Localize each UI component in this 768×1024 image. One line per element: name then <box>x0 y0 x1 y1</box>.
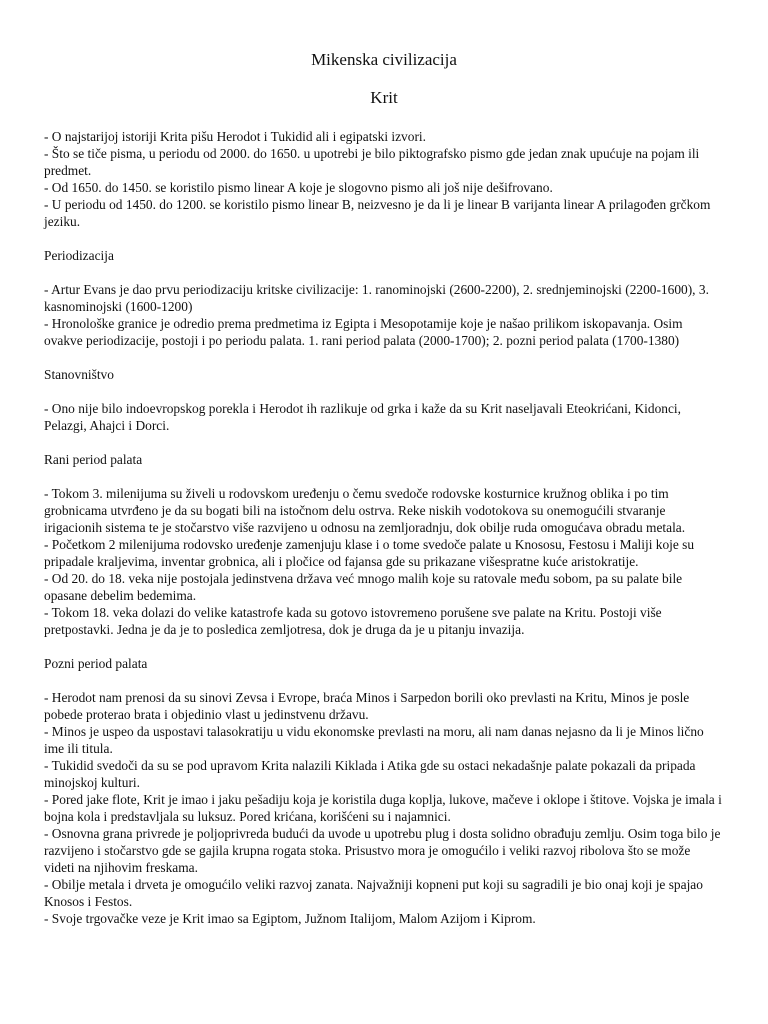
paragraph: - Tokom 18. veka dolazi do velike katastrofe kada su gotovo istovremeno porušene sve palate na Kritu. Postoji više pretpostavki. Jedna je da je to posledica zemljotresa, dok je druga da je u pitanju invazija. <box>44 605 662 637</box>
document-title: Mikenska civilizacija <box>311 50 457 69</box>
section-heading-pozni-period: Pozni period palata <box>44 656 148 671</box>
section-rani-period <box>44 485 724 638</box>
paragraph: - Artur Evans je dao prvu periodizaciju kritske civilizacije: 1. ranominojski (2600-2200), 2. srednjeminojski (2200-1600), 3. kasnominojski (1600-1200) <box>44 282 709 314</box>
section-heading-rani-period: Rani period palata <box>44 452 143 467</box>
paragraph: - Od 1650. do 1450. se koristilo pismo linear A koje je slogovno pismo ali još nije dešifrovano. <box>44 180 553 195</box>
paragraph: - Početkom 2 milenijuma rodovsko uređenje zamenjuju klase i o tome svedoče palate u Knososu, Festosu i Maliji koje su pripadale kraljevima, inventar grobnica, ali i pločice od fajansa gde su prikazane višespratne kuće aristokratije. <box>44 537 695 569</box>
paragraph: - Minos je uspeo da uspostavi talasokratiju u vidu ekonomske prevlasti na moru, ali nam danas nejasno da li je Minos lično ime ili titula. <box>44 724 704 756</box>
paragraph: - Tukidid svedoči da su se pod upravom Krita nalazili Kiklada i Atika gde su ostaci nekadašnje palate pokazali da pripada minojskoj kulturi. <box>44 758 696 790</box>
section-pozni-period <box>44 689 724 927</box>
section-stanovnistvo <box>44 400 724 434</box>
paragraph: - Pored jake flote, Krit je imao i jaku pešadiju koja je koristila duga koplja, lukove, mačeve i oklope i štitove. Vojska je imala i bojna kola i predstavljala su luksuz. Pored krićana, korišćeni su i najamnici. <box>44 792 722 824</box>
paragraph: - Osnovna grana privrede je poljoprivreda budući da uvode u upotrebu plug i dosta solidno obrađuju zemlju. Osim toga bilo je razvijeno i stočarstvo gde se gajila krupna rogata stoka. Prisustvo mora je omogućilo i veliki razvoj ribolova što se može videti na njihovim freskama. <box>44 826 721 875</box>
paragraph: - O najstarijoj istoriji Krita pišu Herodot i Tukidid ali i egipatski izvori. <box>44 129 426 144</box>
paragraph: - Tokom 3. milenijuma su živeli u rodovskom uređenju o čemu svedoče rodovske kosturnice kružnog oblika i po tim grobnicama utvrđeno je da su bogati bili na istočnom delu ostrva. Reke niskih vodotokova su onemogućili stvaranje irigacionih sistema te je stočarstvo više razvijeno u odnosu na zemljoradnju, dok obilje ruda omogućava obradu metala. <box>44 486 686 535</box>
paragraph: - Herodot nam prenosi da su sinovi Zevsa i Evrope, braća Minos i Sarpedon borili oko prevlasti na Kritu, Minos je posle pobede proterao brata i objedinio vlast u jedinstvenu državu. <box>44 690 690 722</box>
section-heading-periodizacija: Periodizacija <box>44 248 114 263</box>
section-heading-stanovnistvo: Stanovništvo <box>44 367 114 382</box>
paragraph: - U periodu od 1450. do 1200. se koristilo pismo linear B, neizvesno je da li je linear B varijanta linear A prilagođen grčkom jeziku. <box>44 197 711 229</box>
section-periodizacija <box>44 281 724 349</box>
paragraph: - Ono nije bilo indoevropskog porekla i Herodot ih razlikuje od grka i kaže da su Krit naseljavali Eteokrićani, Kidonci, Pelazgi, Ahajci i Dorci. <box>44 401 681 433</box>
paragraph: - Obilje metala i drveta je omogućilo veliki razvoj zanata. Najvažniji kopneni put koji su sagradili je bio onaj koji je spajao Knosos i Festos. <box>44 877 703 909</box>
document-subtitle: Krit <box>370 88 398 107</box>
intro-block <box>44 128 724 230</box>
paragraph: - Hronološke granice je odredio prema predmetima iz Egipta i Mesopotamije koje je našao prilikom iskopavanja. Osim ovakve periodizacije, postoji i po periodu palata. 1. rani period palata (2000-1700); 2. pozni period palata (1700-1380) <box>44 316 683 348</box>
paragraph: - Od 20. do 18. veka nije postojala jedinstvena država već mnogo malih koje su ratovale među sobom, pa su palate bile opasane debelim bedemima. <box>44 571 683 603</box>
paragraph: - Što se tiče pisma, u periodu od 2000. do 1650. u upotrebi je bilo piktografsko pismo gde jedan znak upućuje na pojam ili predmet. <box>44 146 700 178</box>
paragraph: - Svoje trgovačke veze je Krit imao sa Egiptom, Južnom Italijom, Malom Azijom i Kiprom. <box>44 911 536 926</box>
